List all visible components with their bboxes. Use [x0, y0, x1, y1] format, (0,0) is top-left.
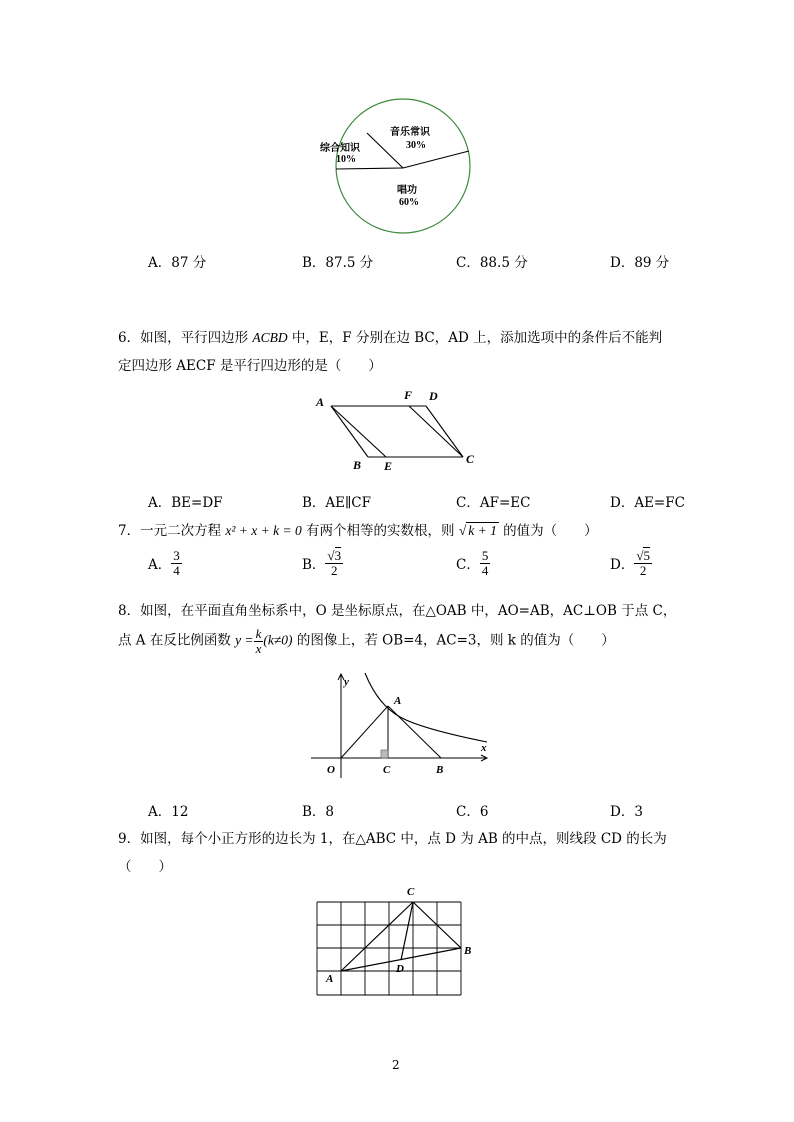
q8-label-a: A — [394, 695, 402, 707]
q6-label-d: D — [429, 389, 438, 403]
q6-label-c: C — [466, 452, 475, 466]
q8-label-c: C — [383, 764, 391, 776]
q7-stem: 7．一元二次方程 x² + x + k = 0 有两个相等的实数根，则 √ k + 1 的值为（ ） — [118, 523, 598, 539]
q9-label-a: A — [326, 973, 334, 985]
q9-label-d: D — [396, 963, 404, 975]
q6-stem-line1: 6．如图，平行四边形 ACBD 中，E，F 分别在边 BC，AD 上，添加选项中的条件后不能判 — [118, 330, 663, 346]
pie-value-music: 30% — [406, 140, 426, 151]
pie-slice-line — [336, 168, 403, 169]
q5-option-b: B．87.5 分 — [302, 255, 374, 271]
page-number: 2 — [392, 1058, 400, 1072]
pie-value-singing: 60% — [399, 197, 419, 208]
q6-option-b: B．AE∥CF — [302, 495, 371, 511]
q5-option-c: C．88.5 分 — [456, 255, 528, 271]
pie-label-music: 音乐常识 — [390, 127, 430, 138]
pie-circle — [336, 99, 470, 233]
right-angle-mark — [381, 750, 388, 758]
q7-radical: √ k + 1 — [458, 523, 497, 538]
q9-stem-line2: （ ） — [118, 859, 172, 875]
q9-grid-figure — [310, 880, 480, 1000]
q8-option-c: C．6 — [456, 804, 489, 820]
q8-stem-line2: 点 A 在反比例函数 y = $\frac{k}{x}$ (k≠0) 的图像上，若 OB=4，AC=3，则 k 的值为（ ） — [118, 626, 615, 656]
pie-label-singing: 唱功 — [397, 185, 417, 196]
grid-lines — [317, 902, 461, 995]
q7-option-c: C． $\frac{5}{4}$ — [456, 548, 489, 578]
q6-label-a: A — [316, 395, 325, 409]
pie-slice-line — [367, 133, 403, 168]
q8-option-a: A．12 — [148, 804, 189, 820]
q7-option-d: D． $\frac{√5}{2}$ — [610, 548, 650, 578]
q6-label-e: E — [384, 459, 393, 473]
q6-label-f: F — [404, 388, 413, 402]
q6-option-a: A．BE=DF — [148, 495, 223, 511]
q6-option-d: D．AE=FC — [610, 495, 685, 511]
q7-option-a: A． $\frac{3}{4}$ — [148, 548, 180, 578]
q8-option-d: D．3 — [610, 804, 643, 820]
q9-label-b: B — [464, 945, 472, 957]
q5-option-d: D．89 分 — [610, 255, 670, 271]
q8-label-o: O — [327, 764, 335, 776]
q8-coordinate-figure — [310, 670, 500, 780]
q9-stem-line1: 9．如图，每个小正方形的边长为 1，在△ABC 中，点 D 为 AB 的中点，则线段 CD 的长为 — [118, 831, 667, 847]
q8-label-x: x — [481, 742, 487, 754]
q7-equation: x² + x + k = 0 — [225, 523, 302, 538]
q9-label-c: C — [407, 886, 415, 898]
triangle-abc — [341, 902, 461, 971]
q6-option-c: C．AF=EC — [456, 495, 531, 511]
q8-label-b: B — [436, 764, 444, 776]
q5-pie-chart — [300, 90, 500, 240]
q8-stem-line1: 8．如图，在平面直角坐标系中，O 是坐标原点，在△OAB 中，AO=AB，AC⊥OB 于点 C， — [118, 603, 677, 619]
pie-slice-line — [403, 151, 469, 168]
q8-option-b: B．8 — [302, 804, 335, 820]
q6-label-b: B — [353, 458, 362, 472]
q5-option-a: A．87 分 — [148, 255, 207, 271]
q6-stem-line2: 定四边形 AECF 是平行四边形的是（ ） — [118, 358, 382, 374]
q7-option-b: B． $\frac{√3}{2}$ — [302, 548, 342, 578]
pie-value-general: 10% — [336, 154, 356, 165]
q6-parallelogram-figure — [310, 385, 490, 475]
q8-label-y: y — [344, 676, 349, 688]
pie-label-general: 综合知识 — [320, 143, 360, 154]
